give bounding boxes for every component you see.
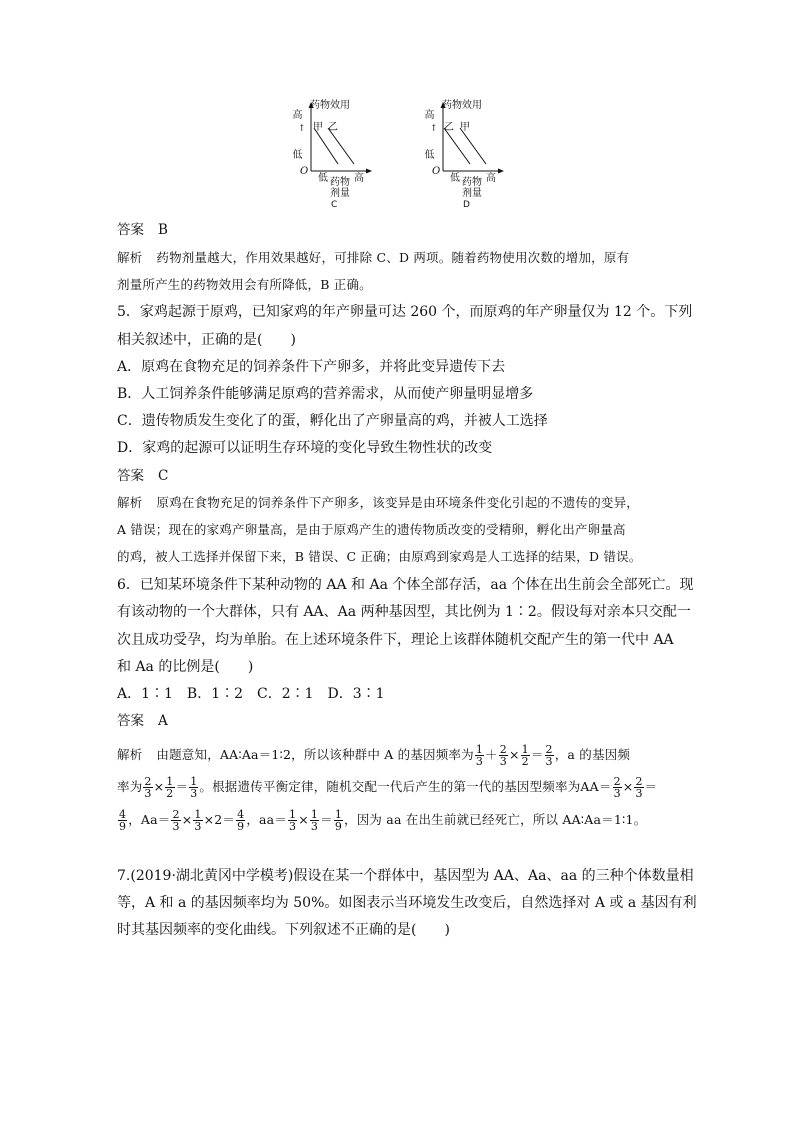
times-sign: ×: [508, 747, 520, 762]
figure-c-xlow: 低: [318, 173, 328, 184]
numerator: 2: [613, 775, 621, 788]
denominator: 3: [310, 820, 319, 833]
denominator: 9: [334, 820, 343, 833]
denominator: 3: [190, 787, 198, 800]
q5-answer-value: C: [158, 468, 169, 484]
q4-analysis-text-1: 药物剂量越大，作用效果越好，可排除 C、D 两项。随着药物使用次数的增加，原有: [156, 250, 630, 265]
fraction-1-3: [189, 776, 198, 799]
fraction-1-3: [475, 744, 484, 767]
figure-d-origin: O: [432, 166, 441, 177]
analysis-label: 解析: [117, 747, 143, 762]
q5-option-b: B．人工饲养条件能够满足原鸡的营养需求，从而使产卵量明显增多: [117, 386, 534, 402]
figure-c-line1-label: 甲: [313, 122, 323, 133]
denominator: 3: [635, 787, 643, 800]
figure-c-ylabel: 药物效用: [310, 100, 350, 111]
denominator: 2: [166, 787, 174, 800]
fraction-4-9: [236, 809, 245, 832]
q6-analysis-text-1a: 由题意知，AA∶Aa＝1∶2，所以该种群中 A 的基因频率为: [156, 747, 474, 762]
figure-d-caption: D: [463, 200, 470, 210]
q6-stem-line-2: 有该动物的一个大群体，只有 AA、Aa 两种基因型，其比例为 1∶2。假设每对亲本只交配一: [117, 604, 691, 620]
numerator: 1: [334, 808, 343, 821]
numerator: 1: [166, 775, 174, 788]
q6-answer-value: A: [158, 713, 168, 729]
denominator: 3: [289, 820, 297, 833]
q4-analysis-line-1: [117, 248, 629, 268]
equals-sign: ＝: [644, 779, 658, 794]
numerator: 2: [499, 743, 507, 756]
figure-c-up-arrow: ↑: [298, 124, 306, 134]
figure-c-xlabel-2: 剂量: [330, 188, 350, 199]
numerator: 1: [289, 808, 297, 821]
answer-label: 答案: [117, 222, 144, 238]
denominator: 3: [172, 820, 180, 833]
fraction-4-9: [118, 809, 127, 832]
q5-option-a: A．原鸡在食物充足的饲养条件下产卵多，并将此变异遗传下去: [117, 359, 506, 375]
figure-d-xlabel-2: 剂量: [462, 188, 482, 199]
denominator: 3: [144, 787, 152, 800]
fraction-2-3: [499, 744, 508, 767]
times-two-equals: ×2＝: [203, 812, 236, 827]
fraction-2-3: [613, 776, 622, 799]
figure-d-line1-label: 乙: [444, 122, 454, 133]
numerator: 2: [172, 808, 180, 821]
equals-sign: ＝: [320, 812, 333, 827]
q4-analysis-text-2: 剂量所产生的药物效用会有所降低，B 正确。: [117, 277, 372, 292]
denominator: 3: [475, 755, 484, 768]
denominator: 3: [545, 755, 553, 768]
fraction-2-3: [143, 776, 152, 799]
figure-d-high: 高: [424, 110, 435, 121]
q4-analysis-line-2: [117, 275, 372, 295]
q6-stem-line-3: 次且成功受孕，均为单胎。在上述环境条件下，理论上该群体随机交配产生的第一代中 AA: [117, 632, 674, 648]
fraction-1-3: [288, 809, 297, 832]
q5-analysis-line-2: A 错误；现在的家鸡产卵量高，是由于原鸡产生的遗传物质改变的受精卵，孵化出产卵量高: [117, 522, 626, 537]
q6-analysis-text-3b: ，aa＝: [246, 812, 288, 827]
figure-d: [420, 96, 530, 216]
denominator: 3: [613, 787, 621, 800]
numerator: 1: [194, 808, 202, 821]
q7-stem-line-2: 等，A 和 a 的基因频率均为 50%。如图表示当环境发生改变后，自然选择对 A 或 a 基因有利: [117, 895, 697, 911]
q7-stem-line-3: 时其基因频率的变化曲线。下列叙述不正确的是( ): [117, 922, 450, 938]
numerator: 2: [144, 775, 152, 788]
q6-analysis-text-3a: ，Aa＝: [128, 812, 171, 827]
figure-d-up-arrow: ↑: [430, 124, 438, 134]
numerator: 1: [190, 775, 198, 788]
q5-analysis-line-1: [117, 493, 639, 513]
times-sign: ×: [181, 812, 193, 827]
fraction-2-3: [634, 776, 643, 799]
answer-label: 答案: [117, 713, 144, 729]
numerator: 1: [310, 808, 319, 821]
q5-option-c: C．遗传物质发生变化了的蛋，孵化出了产卵量高的鸡，并被人工选择: [117, 413, 548, 429]
figure-d-xlow: 低: [450, 173, 460, 184]
figure-c-xlabel-1: 药物: [330, 177, 350, 188]
figure-c-xhigh: 高: [354, 173, 364, 184]
q5-stem-line-2: 相关叙述中，正确的是( ): [117, 332, 296, 348]
numerator: 2: [545, 743, 553, 756]
q6-answer: [117, 711, 168, 731]
figure-c: [288, 96, 398, 216]
figure-c-line2-label: 乙: [328, 122, 338, 133]
q7-stem-line-1: 7.(2019·湖北黄冈中学模考)假设在某一个群体中，基因型为 AA、Aa、aa 的三种个体数量相: [117, 868, 694, 884]
q6-analysis-text-1b: ，a 的基因频: [554, 747, 631, 762]
q5-analysis-text-1: 原鸡在食物充足的饲养条件下产卵多，该变异是由环境条件变化引起的不遗传的变异，: [156, 495, 640, 510]
figure-d-line2-label: 甲: [460, 122, 470, 133]
denominator: 9: [237, 820, 245, 833]
q6-analysis-line-3: [117, 807, 646, 833]
fraction-1-3: [310, 809, 319, 832]
figure-d-ylabel: 药物效用: [442, 100, 482, 111]
q6-stem-line-4: 和 Aa 的比例是( ): [117, 659, 254, 675]
denominator: 2: [521, 755, 529, 768]
numerator: 2: [635, 775, 643, 788]
q5-analysis-line-3: 的鸡，被人工选择并保留下来，B 错误、C 正确；由原鸡到家鸡是人工选择的结果，D 错误。: [117, 549, 642, 564]
analysis-label: 解析: [117, 250, 143, 265]
figure-d-xhigh: 高: [486, 173, 496, 184]
q6-analysis-text-2b: 。根据遗传平衡定律，随机交配一代后产生的第一代的基因型频率为AA＝: [199, 779, 612, 794]
q6-options: A．1∶1 B．1∶2 C．2∶1 D．3∶1: [117, 686, 385, 702]
numerator: 4: [237, 808, 245, 821]
answer-label: 答案: [117, 468, 144, 484]
denominator: 3: [499, 755, 507, 768]
plus-sign: ＋: [485, 747, 498, 762]
fraction-1-2: [165, 776, 174, 799]
times-sign: ×: [622, 779, 634, 794]
figure-d-xlabel-1: 药物: [462, 177, 482, 188]
denominator: 9: [119, 820, 127, 833]
fraction-1-3: [193, 809, 202, 832]
q6-analysis-text-3c: ，因为 aa 在出生前就已经死亡，所以 AA∶Aa＝1∶1。: [344, 812, 647, 827]
fraction-2-3: [171, 809, 180, 832]
q4-answer: [117, 220, 168, 240]
q5-answer: [117, 466, 168, 486]
figure-c-origin: O: [300, 166, 309, 177]
figure-d-low: 低: [424, 150, 435, 161]
q4-answer-value: B: [158, 222, 168, 238]
q5-option-d: D．家鸡的起源可以证明生存环境的变化导致生物性状的改变: [117, 440, 493, 456]
figure-row: [0, 96, 794, 216]
numerator: 1: [521, 743, 529, 756]
figure-c-high: 高: [292, 110, 303, 121]
q6-stem-line-1: 6．已知某环境条件下某种动物的 AA 和 Aa 个体全部存活，aa 个体在出生前会全部死亡。现: [117, 577, 694, 593]
fraction-1-2: [521, 744, 530, 767]
fraction-1-9: [334, 809, 343, 832]
equals-sign: ＝: [175, 779, 189, 794]
times-sign: ×: [298, 812, 309, 827]
denominator: 3: [194, 820, 202, 833]
equals-sign: ＝: [530, 747, 544, 762]
q6-analysis-line-1: [117, 742, 630, 768]
figure-c-low: 低: [292, 150, 303, 161]
figure-c-caption: C: [331, 200, 338, 210]
q5-stem-line-1: 5．家鸡起源于原鸡，已知家鸡的年产卵量可达 260 个，而原鸡的年产卵量仅为 12 个。下列: [117, 304, 693, 320]
q6-analysis-line-2: [117, 774, 657, 800]
numerator: 1: [475, 743, 484, 756]
q6-analysis-text-2a: 率为: [117, 779, 143, 794]
times-sign: ×: [153, 779, 165, 794]
fraction-2-3: [545, 744, 554, 767]
analysis-label: 解析: [117, 495, 143, 510]
numerator: 4: [119, 808, 127, 821]
